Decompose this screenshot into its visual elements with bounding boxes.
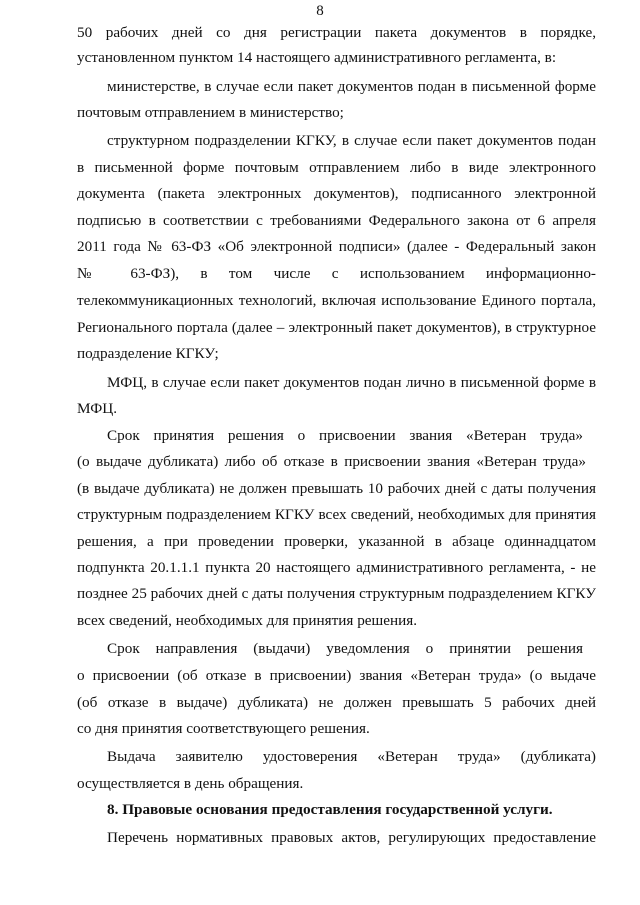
text-line: (в выдаче дубликата) не должен превышать 10 рабочих дней с даты получения [77,480,596,497]
text-line: телекоммуникационных технологий, включая использование Единого портала, [77,292,596,309]
text-line: осуществляется в день обращения. [77,775,304,792]
text-line: структурным подразделением КГКУ всех сведений, необходимых для принятия [77,506,596,523]
text-line: в письменной форме почтовым отправлением либо в виде электронного [77,159,596,176]
text-line: МФЦ, в случае если пакет документов подан лично в письменной форме в [107,374,596,391]
text-line: Срок направления (выдачи) уведомления о принятии решения [107,640,583,657]
text-line: МФЦ. [77,400,118,417]
text-line: 50 рабочих дней со дня регистрации пакета документов в порядке, [77,24,596,41]
text-line: установленном пунктом 14 настоящего административного регламента, в: [77,49,557,66]
text-line: подразделение КГКУ; [77,345,219,362]
text-line: почтовым отправлением в министерство; [77,104,344,121]
text-line: всех сведений, необходимых для принятия решения. [77,612,417,629]
section-heading: 8. Правовые основания предоставления государственной услуги. [107,801,553,818]
text-line: подписью в соответствии с требованиями Федерального закона от 6 апреля [77,212,596,229]
text-line: Регионального портала (далее – электронный пакет документов), в структурное [77,319,596,336]
text-line: подпункта 20.1.1.1 пункта 20 настоящего административного регламента, - не [77,559,596,576]
text-line: со дня принятия соответствующего решения. [77,720,370,737]
text-line: министерстве, в случае если пакет документов подан в письменной форме [107,78,596,95]
text-line: Перечень нормативных правовых актов, регулирующих предоставление [107,829,596,846]
text-line: Срок принятия решения о присвоении звания «Ветеран труда» [107,427,583,444]
page-number: 8 [316,3,324,19]
text-line: структурном подразделении КГКУ, в случае если пакет документов подан [107,132,596,149]
text-line: Выдача заявителю удостоверения «Ветеран труда» (дубликата) [107,748,596,765]
text-line: № 63-ФЗ), в том числе с использованием информационно- [77,265,596,282]
text-line: (о выдаче дубликата) либо об отказе в присвоении звания «Ветеран труда» [77,453,586,470]
text-line: позднее 25 рабочих дней с даты получения структурным подразделением КГКУ [77,585,596,602]
text-line: (об отказе в выдаче) дубликата) не должен превышать 5 рабочих дней [77,694,596,711]
text-line: документа (пакета электронных документов), подписанного электронной [77,185,596,202]
text-line: о присвоении (об отказе в присвоении) звания «Ветеран труда» (о выдаче [77,667,596,684]
text-line: 2011 года № 63-ФЗ «Об электронной подписи» (далее - Федеральный закон [77,238,596,255]
text-line: решения, а при проведении проверки, указанной в абзаце одиннадцатом [77,533,596,550]
